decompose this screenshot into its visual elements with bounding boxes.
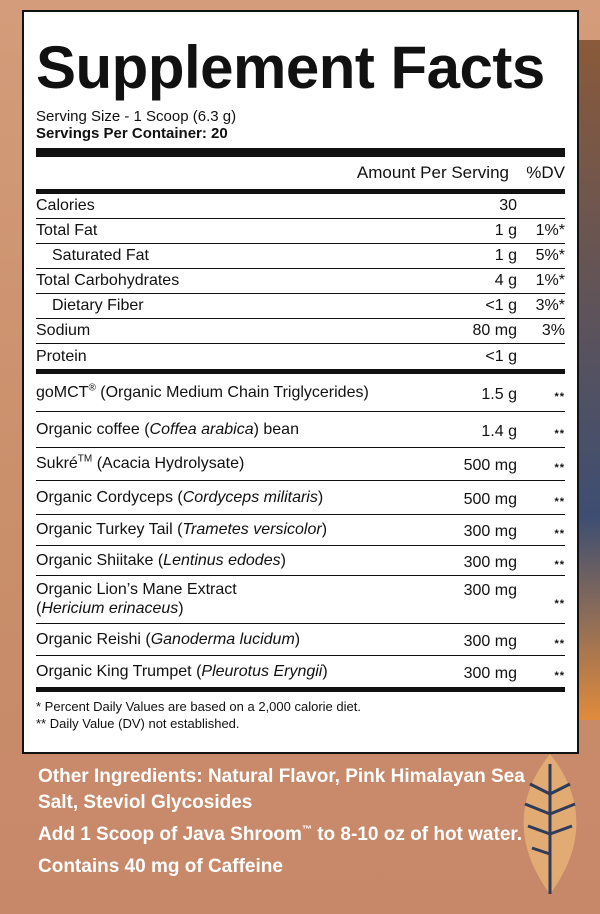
directions-mark: ™ bbox=[301, 824, 312, 836]
ingredient-name: Organic King Trumpet ( bbox=[36, 662, 202, 680]
ingredient-row bbox=[36, 624, 565, 656]
nutrient-row bbox=[36, 194, 565, 219]
nutrient-amount: 30 bbox=[499, 197, 517, 214]
ingredient-dv: ** bbox=[554, 495, 565, 508]
other-info bbox=[38, 764, 558, 886]
ingredient-dv: ** bbox=[554, 427, 565, 440]
nutrient-row bbox=[36, 219, 565, 244]
nutrient-name: Total Carbohydrates bbox=[36, 272, 180, 289]
ingredient-dv: ** bbox=[554, 558, 565, 571]
ingredient-name: goMCT bbox=[36, 383, 89, 401]
nutrient-row bbox=[36, 319, 565, 344]
ingredient-name-end: ) bbox=[317, 488, 324, 506]
ingredient-name-end: ) bbox=[280, 551, 286, 569]
nutrient-name: Sodium bbox=[36, 322, 91, 339]
ingredient-name-end: ) bbox=[322, 662, 328, 680]
ingredient-amount: 300 mg bbox=[463, 582, 517, 599]
nutrient-amount: 4 g bbox=[494, 272, 517, 289]
ingredient-name: Sukré bbox=[36, 455, 78, 472]
ingredient-latin-name: Hericium erinaceus bbox=[41, 600, 179, 617]
ingredient-amount: 300 mg bbox=[463, 553, 517, 571]
ingredient-row bbox=[36, 656, 565, 687]
nutrient-amount: <1 g bbox=[485, 297, 517, 314]
ingredient-amount: 1.5 g bbox=[481, 385, 517, 403]
ingredient-mark: TM bbox=[77, 453, 93, 465]
nutrient-dv bbox=[517, 215, 565, 218]
nutrient-dv: 5%* bbox=[535, 247, 565, 264]
nutrient-dv bbox=[517, 366, 565, 369]
divider-medium-bottom bbox=[36, 687, 565, 692]
ingredient-list bbox=[36, 374, 565, 687]
ingredient-dv: ** bbox=[554, 390, 565, 403]
ingredient-name-detail: (Acacia Hydrolysate) bbox=[92, 455, 245, 472]
directions-pre: Add 1 Scoop of Java Shroom bbox=[38, 824, 302, 845]
nutrient-amount: 1 g bbox=[494, 247, 517, 264]
ingredient-dv: ** bbox=[554, 528, 565, 540]
nutrient-name: Saturated Fat bbox=[52, 247, 149, 264]
column-header bbox=[36, 157, 565, 194]
nutrient-row bbox=[36, 244, 565, 269]
divider-thick bbox=[36, 148, 565, 157]
ingredient-row bbox=[36, 546, 565, 576]
nutrient-dv: 1%* bbox=[535, 272, 565, 289]
directions bbox=[38, 822, 558, 848]
nutrient-amount: <1 g bbox=[485, 348, 517, 365]
ingredient-name: Organic Lion’s Mane Extract bbox=[36, 581, 237, 598]
ingredient-amount: 500 mg bbox=[463, 490, 517, 508]
ingredient-row bbox=[36, 515, 565, 546]
ingredient-dv: ** bbox=[554, 462, 565, 474]
ingredient-latin-name: Cordyceps militaris bbox=[182, 488, 318, 506]
header-dv: %DV bbox=[526, 163, 565, 182]
ingredient-mark: ® bbox=[88, 382, 96, 394]
ingredient-latin-name: Trametes versicolor bbox=[182, 521, 322, 538]
ingredient-row: Organic Lion’s Mane Extract (Hericium erinaceus) 300 mg ** bbox=[36, 576, 565, 624]
other-ingredients: Other Ingredients: Natural Flavor, Pink Himalayan Sea Salt, Steviol Glycosides bbox=[38, 766, 525, 813]
nutrient-name: Calories bbox=[36, 197, 95, 214]
caffeine-content: Contains 40 mg of Caffeine bbox=[38, 856, 283, 877]
ingredient-name-end: ) bbox=[321, 521, 328, 538]
ingredient-latin-name: Lentinus edodes bbox=[163, 551, 281, 569]
ingredient-amount: 300 mg bbox=[463, 632, 517, 650]
ingredient-name: Organic Turkey Tail ( bbox=[36, 521, 183, 538]
ingredient-name-detail: (Organic Medium Chain Triglycerides) bbox=[95, 383, 369, 401]
ingredient-dv: ** bbox=[554, 669, 565, 682]
header-amount: Amount Per Serving bbox=[356, 163, 509, 182]
ingredient-name: Organic coffee ( bbox=[36, 420, 150, 438]
ingredient-row bbox=[36, 412, 565, 448]
ingredient-row bbox=[36, 374, 565, 412]
ingredient-name-end: ) bbox=[178, 600, 184, 617]
footnote-daily-values: * Percent Daily Values are based on a 2,000 calorie diet. bbox=[36, 699, 361, 714]
nutrient-row bbox=[36, 344, 565, 369]
ingredient-name-end: ) bbox=[294, 630, 301, 648]
ingredient-row bbox=[36, 481, 565, 515]
nutrient-row bbox=[36, 269, 565, 294]
servings-per-container: Servings Per Container: 20 bbox=[36, 125, 228, 142]
ingredient-row bbox=[36, 448, 565, 481]
nutrient-list bbox=[36, 194, 565, 369]
serving-size: Serving Size - 1 Scoop (6.3 g) bbox=[36, 108, 237, 125]
ingredient-latin-name: Ganoderma lucidum bbox=[150, 630, 295, 648]
ingredient-name: Organic Reishi ( bbox=[36, 630, 151, 648]
ingredient-latin-name: Pleurotus Eryngii bbox=[201, 662, 323, 680]
nutrient-amount: 1 g bbox=[494, 222, 517, 239]
nutrient-name: Total Fat bbox=[36, 222, 98, 239]
nutrient-name: Protein bbox=[36, 348, 87, 365]
nutrient-amount: 80 mg bbox=[472, 322, 517, 339]
nutrient-name: Dietary Fiber bbox=[52, 297, 144, 314]
nutrient-dv: 3% bbox=[541, 322, 565, 339]
ingredient-name: Organic Cordyceps ( bbox=[36, 488, 183, 506]
supplement-facts-panel bbox=[22, 10, 579, 754]
ingredient-amount: 300 mg bbox=[463, 523, 517, 540]
nutrient-dv: 3%* bbox=[535, 297, 565, 314]
ingredient-dv: ** bbox=[554, 637, 565, 650]
ingredient-amount: 500 mg bbox=[463, 457, 517, 474]
ingredient-latin-name: Coffea arabica bbox=[149, 420, 254, 438]
ingredient-amount: 1.4 g bbox=[481, 422, 517, 440]
ingredient-name-end: ) bean bbox=[253, 420, 299, 438]
ingredient-name: Organic Shiitake ( bbox=[36, 551, 164, 569]
footnote-not-established: ** Daily Value (DV) not established. bbox=[36, 716, 240, 731]
ingredient-dv: ** bbox=[554, 597, 565, 610]
footnotes bbox=[36, 698, 565, 732]
directions-post: to 8-10 oz of hot water. bbox=[311, 824, 523, 845]
nutrient-dv: 1%* bbox=[535, 222, 565, 239]
nutrient-row bbox=[36, 294, 565, 319]
ingredient-amount: 300 mg bbox=[463, 664, 517, 682]
panel-title: Supplement Facts bbox=[36, 34, 545, 101]
